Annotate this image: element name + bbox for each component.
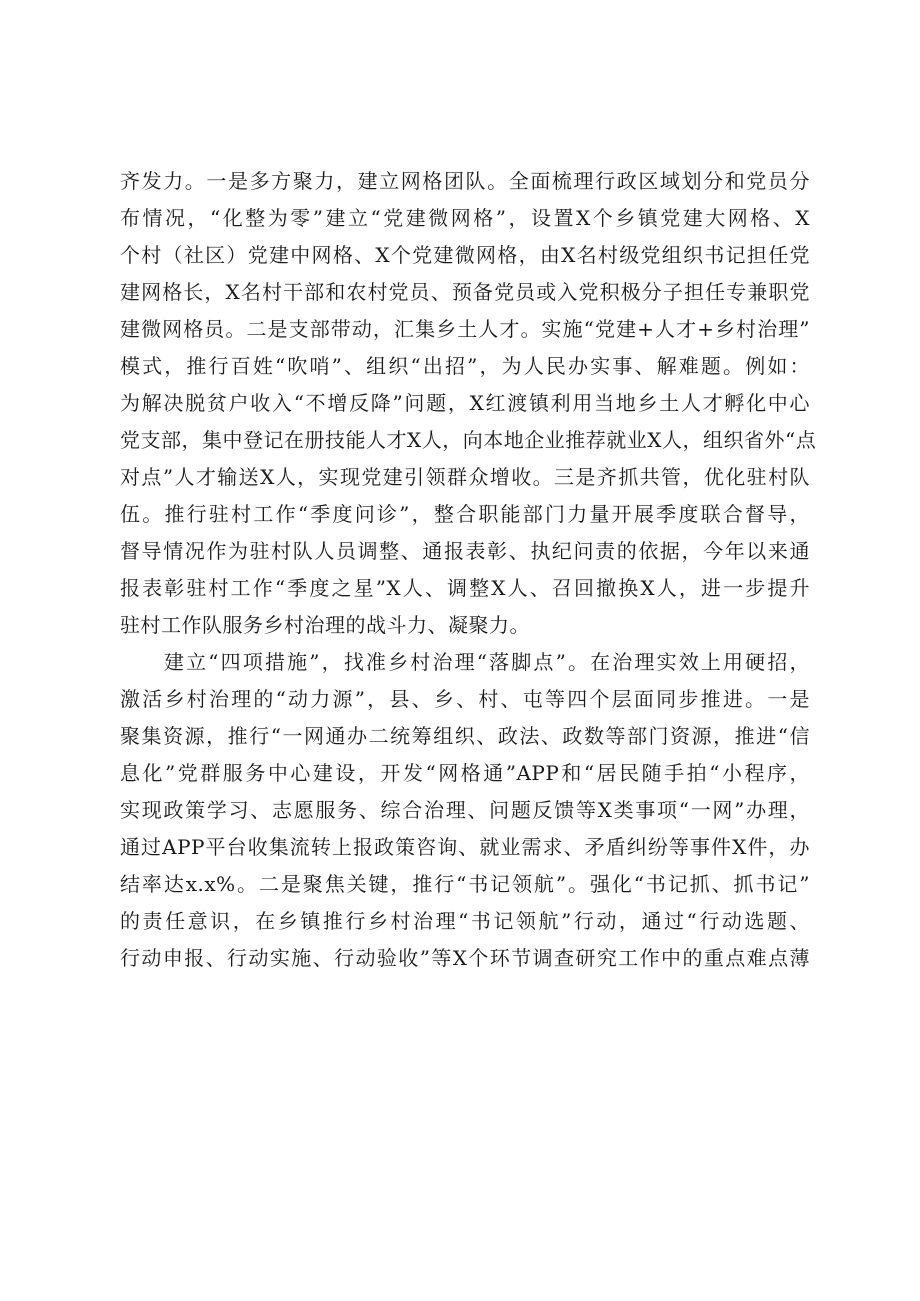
text-line: 建微网格员。二是支部带动，汇集乡土人才。实施“党建+人才+乡村治理” [120, 317, 810, 341]
text-line: 驻村工作队服务乡村治理的战斗力、凝聚力。 [120, 613, 530, 637]
text-line: 齐发力。一是多方聚力，建立网格团队。全面梳理行政区域划分和党员分 [120, 169, 810, 193]
text-line: 督导情况作为驻村队人员调整、通报表彰、执纪问责的依据，今年以来通 [120, 539, 810, 563]
text-line: 行动申报、行动实施、行动验收”等X个环节调查研究工作中的重点难点薄 [120, 946, 810, 970]
text-line: 建立“四项措施”，找准乡村治理“落脚点”。在治理实效上用硬招， [164, 650, 810, 674]
text-line: 实现政策学习、志愿服务、综合治理、问题反馈等X类事项“一网”办理， [120, 798, 810, 822]
text-line: 建网格长，X名村干部和农村党员、预备党员或入党积极分子担任专兼职党 [120, 280, 810, 304]
text-line: 对点”人才输送X人，实现党建引领群众增收。三是齐抓共管，优化驻村队 [120, 465, 810, 489]
paragraph-1 [120, 163, 817, 644]
text-line: 伍。推行驻村工作“季度问诊”，整合职能部门力量开展季度联合督导， [120, 502, 810, 526]
text-line: 布情况，“化整为零”建立“党建微网格”，设置X个乡镇党建大网格、X [120, 206, 810, 230]
text-line: 个村（社区）党建中网格、X个党建微网格，由X名村级党组织书记担任党 [120, 243, 810, 267]
text-line: 结率达x.x%。二是聚焦关键，推行“书记领航”。强化“书记抓、抓书记” [120, 872, 810, 896]
text-line: 聚集资源，推行“一网通办二统筹组织、政法、政数等部门资源，推进“信 [120, 724, 810, 748]
text-line: 的责任意识，在乡镇推行乡村治理“书记领航”行动，通过“行动选题、 [120, 909, 810, 933]
text-line: 党支部，集中登记在册技能人才X人，向本地企业推荐就业X人，组织省外“点 [120, 428, 817, 452]
text-line: 为解决脱贫户收入“不增反降”问题，X红渡镇利用当地乡土人才孵化中心 [120, 391, 810, 415]
text-line: 激活乡村治理的“动力源”，县、乡、村、屯等四个层面同步推进。一是 [120, 687, 810, 711]
paragraph-2 [120, 644, 810, 977]
document-body [120, 163, 817, 977]
text-line: 通过APP平台收集流转上报政策咨询、就业需求、矛盾纠纷等事件X件，办 [120, 835, 810, 859]
text-line: 息化”党群服务中心建设，开发“网格通”APP和“居民随手拍“小程序， [120, 761, 810, 785]
text-line: 报表彰驻村工作“季度之星”X人、调整X人、召回撤换X人，进一步提升 [120, 576, 810, 600]
text-line: 模式，推行百姓“吹哨”、组织“出招”，为人民办实事、解难题。例如： [120, 354, 810, 378]
